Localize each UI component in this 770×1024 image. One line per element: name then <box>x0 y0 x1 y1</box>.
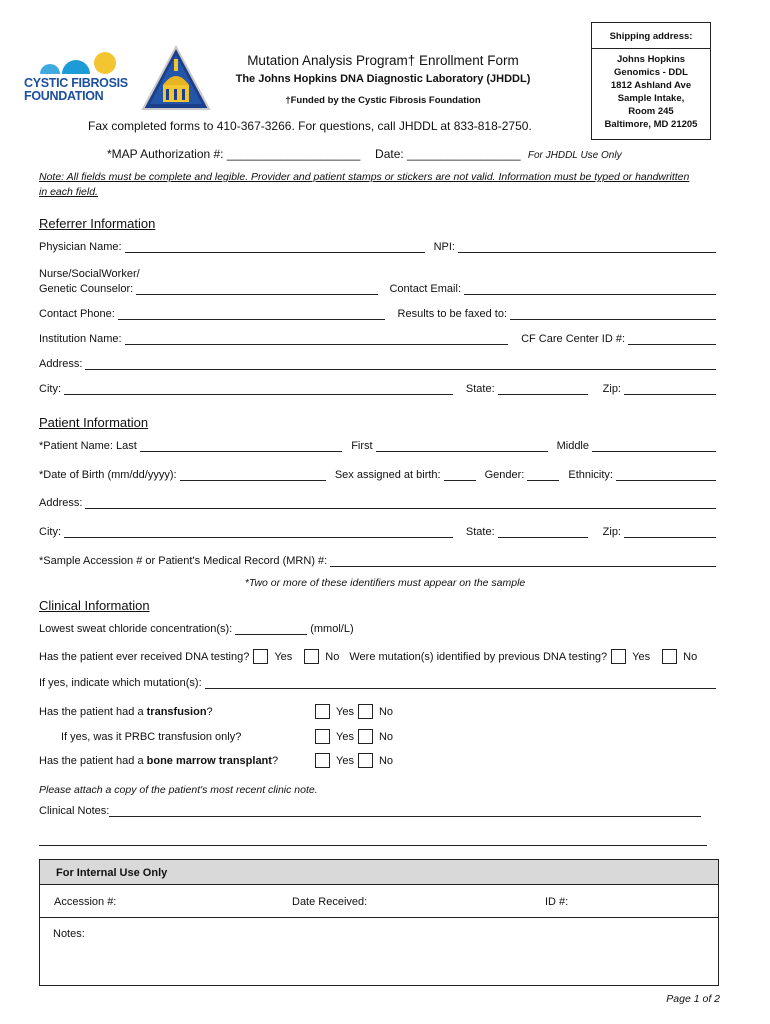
transfusion-yes-checkbox[interactable] <box>315 704 330 719</box>
counselor-label: Genetic Counselor: <box>39 283 134 295</box>
contact-email-field[interactable] <box>464 285 716 295</box>
internal-use-title: For Internal Use Only <box>40 860 718 885</box>
form-subtitle: The Johns Hopkins DNA Diagnostic Laboratory (JHDDL) <box>235 73 531 85</box>
referrer-address-field[interactable] <box>85 360 716 370</box>
transfusion-no-label: No <box>378 705 394 718</box>
referrer-address-label: Address: <box>39 358 83 370</box>
patient-address-label: Address: <box>39 497 83 509</box>
transfusion-yes-label: Yes <box>336 705 354 718</box>
map-authorization-field[interactable]: ____________________ <box>226 147 361 161</box>
cf-center-field[interactable] <box>628 335 716 345</box>
shipping-address-heading: Shipping address: <box>592 23 710 49</box>
clinical-notes-line-2[interactable] <box>39 836 707 846</box>
ethnicity-label: Ethnicity: <box>568 469 613 481</box>
internal-accession-label: Accession #: <box>54 896 117 908</box>
contact-email-label: Contact Email: <box>389 283 461 295</box>
institution-label: Institution Name: <box>39 333 122 345</box>
identifiers-note: *Two or more of these identifiers must appear on the sample <box>244 577 526 589</box>
mutation-question: Were mutation(s) identified by previous DNA testing? <box>349 650 608 663</box>
which-mutation-row <box>39 677 719 689</box>
transfusion-suffix: ? <box>206 705 213 718</box>
prbc-yes-checkbox[interactable] <box>315 729 330 744</box>
internal-notes-label: Notes: <box>53 928 85 940</box>
internal-use-box <box>39 859 719 986</box>
clinical-section-title: Clinical Information <box>39 598 150 613</box>
patient-last-field[interactable] <box>140 442 342 452</box>
patient-zip-label: Zip: <box>602 526 621 538</box>
shipping-line: Sample Intake, <box>617 93 685 104</box>
internal-date-received-label: Date Received: <box>292 896 368 908</box>
transfusion-no-checkbox[interactable] <box>358 704 373 719</box>
clinical-notes-label: Clinical Notes: <box>39 805 110 817</box>
which-mutation-label: If yes, indicate which mutation(s): <box>39 677 202 689</box>
patient-city-label: City: <box>39 526 61 538</box>
contact-phone-row <box>39 308 719 320</box>
mutation-no-checkbox[interactable] <box>662 649 677 664</box>
marrow-no-label: No <box>378 754 394 767</box>
physician-label: Physician Name: <box>39 241 122 253</box>
map-date-field[interactable]: _________________ <box>407 147 521 161</box>
prbc-question: If yes, was it PRBC transfusion only? <box>61 730 242 743</box>
sweat-label: Lowest sweat chloride concentration(s): <box>39 623 233 635</box>
patient-address-row <box>39 497 719 509</box>
patient-city-row <box>39 526 719 538</box>
contact-phone-label: Contact Phone: <box>39 308 115 320</box>
npi-label: NPI: <box>433 241 455 253</box>
gender-field[interactable] <box>527 471 559 481</box>
fax-instructions: Fax completed forms to 410-367-3266. For questions, call JHDDL at 833-818-2750. <box>88 119 532 133</box>
dna-testing-yes-label: Yes <box>274 650 293 663</box>
patient-name-row <box>39 440 719 452</box>
patient-middle-field[interactable] <box>592 442 716 452</box>
jhddl-use-only: For JHDDL Use Only <box>527 150 622 161</box>
shipping-line: Genomics - DDL <box>614 67 688 78</box>
referrer-city-row <box>39 383 719 395</box>
ethnicity-field[interactable] <box>616 471 716 481</box>
npi-field[interactable] <box>458 243 716 253</box>
patient-dob-row <box>39 469 719 481</box>
referrer-state-field[interactable] <box>498 385 588 395</box>
counselor-field[interactable] <box>136 285 378 295</box>
marrow-suffix: ? <box>271 754 279 767</box>
patient-state-label: State: <box>465 526 495 538</box>
referrer-zip-field[interactable] <box>624 385 716 395</box>
patient-address-field[interactable] <box>85 499 716 509</box>
prbc-yes-label: Yes <box>336 730 354 743</box>
shipping-line: 1812 Ashland Ave <box>610 80 692 91</box>
shipping-line: Johns Hopkins <box>616 54 686 65</box>
accession-row <box>39 555 719 567</box>
referrer-section-title: Referrer Information <box>39 216 156 231</box>
marrow-row <box>39 753 393 768</box>
patient-zip-field[interactable] <box>624 528 716 538</box>
cf-logo-text-2: FOUNDATION <box>24 89 104 103</box>
clinical-notes-row <box>39 805 704 817</box>
dna-testing-no-label: No <box>325 650 340 663</box>
transfusion-keyword: transfusion <box>146 705 207 718</box>
mutation-yes-label: Yes <box>632 650 651 663</box>
dna-testing-yes-checkbox[interactable] <box>253 649 268 664</box>
prbc-row <box>61 729 393 744</box>
mutation-yes-checkbox[interactable] <box>611 649 626 664</box>
completion-note: Note: All fields must be complete and legible. Provider and patient stamps or stickers are not valid. Information must be typed or handwritten in each field. <box>39 171 690 198</box>
dob-label: *Date of Birth (mm/dd/yyyy): <box>39 469 177 481</box>
physician-name-field[interactable] <box>125 243 425 253</box>
transfusion-row <box>39 704 393 719</box>
referrer-address-row <box>39 358 719 370</box>
sweat-row <box>39 623 354 635</box>
marrow-no-checkbox[interactable] <box>358 753 373 768</box>
patient-city-field[interactable] <box>64 528 453 538</box>
transfusion-prefix: Has the patient had a <box>39 705 147 718</box>
mutation-no-label: No <box>683 650 698 663</box>
institution-row <box>39 333 719 345</box>
sex-label: Sex assigned at birth: <box>334 469 441 481</box>
shipping-address-box <box>591 22 711 140</box>
physician-row <box>39 241 719 253</box>
patient-first-field[interactable] <box>376 442 548 452</box>
form-title: Mutation Analysis Program† Enrollment Form <box>247 53 519 68</box>
referrer-zip-label: Zip: <box>602 383 621 395</box>
institution-field[interactable] <box>125 335 509 345</box>
internal-notes-box[interactable] <box>39 917 719 986</box>
marrow-yes-label: Yes <box>336 754 354 767</box>
cf-center-label: CF Care Center ID #: <box>521 333 625 345</box>
patient-first-label: First <box>351 440 373 452</box>
nurse-label-line1: Nurse/SocialWorker/ <box>39 268 140 280</box>
shipping-line: Room 245 <box>628 106 674 117</box>
marrow-keyword: bone marrow transplant <box>146 754 272 767</box>
dna-testing-question: Has the patient ever received DNA testing? <box>39 650 250 663</box>
referrer-city-label: City: <box>39 383 61 395</box>
counselor-row <box>39 283 719 295</box>
sex-field[interactable] <box>444 471 476 481</box>
patient-state-field[interactable] <box>498 528 588 538</box>
marrow-prefix: Has the patient had a <box>39 754 147 767</box>
cf-circles-icon <box>24 48 134 74</box>
patient-section-title: Patient Information <box>39 415 149 430</box>
dna-testing-row <box>39 649 697 664</box>
patient-middle-label: Middle <box>556 440 589 452</box>
referrer-city-field[interactable] <box>64 385 453 395</box>
clinical-notes-field[interactable] <box>109 807 701 817</box>
prbc-no-checkbox[interactable] <box>358 729 373 744</box>
gender-label: Gender: <box>484 469 525 481</box>
accession-field[interactable] <box>330 557 716 567</box>
page-number: Page 1 of 2 <box>666 993 720 1005</box>
accession-label: *Sample Accession # or Patient's Medical Record (MRN) #: <box>39 555 328 567</box>
map-authorization-label: *MAP Authorization #: <box>107 147 227 161</box>
jh-shield-logo <box>141 45 211 113</box>
results-fax-label: Results to be faxed to: <box>397 308 507 320</box>
cf-logo-text-1: CYSTIC FIBROSIS <box>24 76 128 90</box>
marrow-question <box>39 755 309 767</box>
referrer-state-label: State: <box>465 383 495 395</box>
contact-phone-field[interactable] <box>118 310 385 320</box>
patient-last-label: *Patient Name: Last <box>39 440 137 452</box>
map-date-label: Date: <box>375 147 408 161</box>
prbc-no-label: No <box>378 730 394 743</box>
dob-field[interactable] <box>180 471 326 481</box>
cf-foundation-logo <box>24 48 134 108</box>
internal-id-label: ID #: <box>545 896 569 908</box>
transfusion-question <box>39 706 309 718</box>
dna-testing-no-checkbox[interactable] <box>304 649 319 664</box>
sweat-unit: (mmol/L) <box>310 623 354 635</box>
funded-note: †Funded by the Cystic Fibrosis Foundation <box>285 95 481 106</box>
marrow-yes-checkbox[interactable] <box>315 753 330 768</box>
results-fax-field[interactable] <box>510 310 716 320</box>
which-mutation-field[interactable] <box>205 679 716 689</box>
map-authorization-row <box>107 147 622 161</box>
shipping-line: Baltimore, MD 21205 <box>604 119 698 130</box>
sweat-field[interactable] <box>235 625 307 635</box>
attach-note: Please attach a copy of the patient's most recent clinic note. <box>39 784 318 796</box>
